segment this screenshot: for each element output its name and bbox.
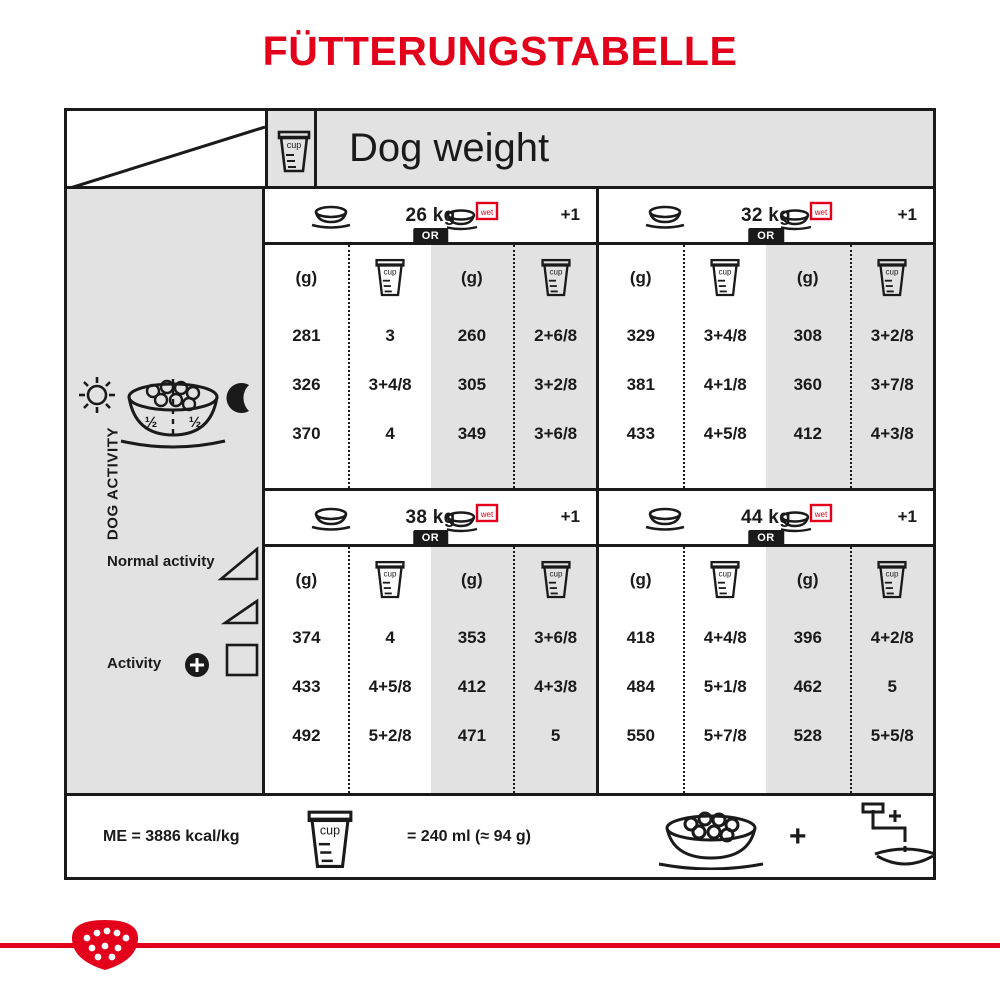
cup-icon (299, 808, 361, 872)
value-cell: 381 (626, 374, 655, 394)
value-cell: 2+6/8 (534, 325, 578, 345)
mixed-feeding-section (766, 547, 933, 793)
grams-column (766, 547, 850, 793)
cups-column (683, 245, 767, 488)
svg-text:cup: cup (549, 569, 563, 579)
grams-header: (g) (796, 570, 819, 589)
svg-text:cup: cup (383, 569, 397, 579)
grams-column (265, 547, 348, 793)
dry-only-section (265, 245, 431, 488)
svg-text:cup: cup (383, 267, 397, 277)
mixed-feeding-section (766, 245, 933, 488)
quadrant-body (265, 547, 596, 793)
value-cell: 5+1/8 (703, 676, 747, 696)
value-cell: 3+4/8 (703, 325, 747, 345)
cups-column (850, 245, 934, 488)
value-cell: 4+4/8 (703, 627, 747, 647)
cup-icon (539, 559, 573, 601)
value-cell: 305 (457, 374, 487, 394)
cup-icon (539, 257, 573, 299)
quadrant-header (599, 491, 933, 547)
plus-sign: + (789, 820, 807, 853)
svg-text:cup: cup (286, 140, 302, 150)
quadrant-weight-label: 44 kg (740, 506, 792, 528)
value-cell: 3+7/8 (870, 374, 914, 394)
svg-text:cup: cup (319, 823, 341, 838)
extra-activity-label: Activity (107, 655, 162, 672)
value-cell: 3+2/8 (534, 374, 578, 394)
svg-text:cup: cup (718, 569, 732, 579)
wet-pouch-bowl-icon (447, 503, 505, 535)
value-cell: 4+2/8 (870, 627, 914, 647)
mixed-feeding-section (431, 245, 597, 488)
value-cell: 4+1/8 (703, 374, 747, 394)
dry-only-section (265, 547, 431, 793)
cups-column (348, 547, 431, 793)
svg-text:wet: wet (480, 208, 494, 217)
value-cell: 353 (457, 627, 487, 647)
svg-text:cup: cup (885, 569, 899, 579)
grams-header: (g) (629, 570, 652, 589)
cups-column (683, 547, 767, 793)
brand-footer (0, 904, 1000, 1000)
mixed-feeding-section (431, 547, 597, 793)
cup-icon (875, 559, 909, 601)
dog-weight-label: Dog weight (349, 126, 550, 170)
value-cell: 4+3/8 (870, 423, 914, 443)
svg-text:cup: cup (549, 267, 563, 277)
value-cell: 374 (292, 627, 321, 647)
bowl-day-night-icon (77, 359, 263, 479)
value-cell: 370 (292, 423, 321, 443)
red-rule (0, 943, 1000, 948)
value-cell: 4 (385, 423, 395, 443)
quadrant-body (599, 245, 933, 488)
value-cell: 484 (626, 676, 655, 696)
or-badge: OR (413, 228, 449, 244)
or-badge: OR (748, 228, 784, 244)
cup-icon (708, 559, 742, 601)
header-left-blank (67, 111, 265, 186)
header-diagonal-rule (67, 111, 265, 189)
value-cell: 3 (385, 325, 395, 345)
feeding-table (64, 108, 936, 880)
cups-column (513, 547, 596, 793)
or-badge: OR (413, 530, 449, 546)
value-cell: 326 (292, 374, 321, 394)
quadrant-weight-label: 26 kg (405, 204, 456, 226)
value-cell: 418 (626, 627, 655, 647)
cup-icon (708, 257, 742, 299)
value-cell: 329 (626, 325, 655, 345)
table-header (67, 111, 933, 189)
plus-one-label: +1 (897, 205, 917, 224)
value-cell: 3+2/8 (870, 325, 914, 345)
or-badge: OR (748, 530, 784, 546)
header-dog-weight (317, 111, 933, 186)
dog-activity-panel (67, 189, 265, 793)
value-cell: 4+5/8 (703, 423, 747, 443)
value-cell: 5 (887, 676, 897, 696)
cup-equivalence-label: = 240 ml (≈ 94 g) (407, 828, 531, 845)
dry-only-section (599, 245, 766, 488)
value-cell: 492 (292, 725, 321, 745)
grams-column (599, 547, 683, 793)
plus-one-label: +1 (560, 507, 580, 526)
value-cell: 4+3/8 (534, 676, 578, 696)
header-cup-cell (265, 111, 317, 186)
grams-header: (g) (461, 268, 483, 287)
cups-column (850, 547, 934, 793)
value-cell: 308 (793, 325, 822, 345)
bowl-half-left: ½ (144, 414, 158, 431)
food-bowl-icon (637, 806, 787, 870)
value-cell: 471 (457, 725, 487, 745)
quadrant-44kg (599, 491, 933, 793)
cup-icon (373, 559, 407, 601)
grams-column (766, 245, 850, 488)
page-title: FÜTTERUNGSTABELLE (262, 28, 738, 74)
value-cell: 3+6/8 (534, 423, 578, 443)
value-cell: 360 (793, 374, 822, 394)
grams-column (599, 245, 683, 488)
cup-icon (875, 257, 909, 299)
value-cell: 3+6/8 (534, 627, 578, 647)
value-cell: 4+5/8 (368, 676, 412, 696)
value-cell: 412 (793, 423, 822, 443)
grams-column (431, 547, 514, 793)
bowl-half-right: ½ (188, 414, 202, 431)
quadrant-weight-label: 32 kg (740, 204, 792, 226)
value-cell: 349 (457, 423, 487, 443)
dog-activity-label: DOG ACTIVITY (104, 426, 122, 541)
plus-one-label: +1 (560, 205, 580, 224)
wet-pouch-bowl-icon (781, 503, 839, 535)
weight-quadrant-grid (265, 189, 933, 793)
value-cell: 5 (550, 725, 561, 745)
value-cell: 260 (457, 325, 487, 345)
me-energy-label: ME = 3886 kcal/kg (103, 828, 240, 845)
value-cell: 412 (457, 676, 487, 696)
quadrant-body (265, 245, 596, 488)
value-cell: 5+5/8 (870, 725, 914, 745)
value-cell: 433 (292, 676, 321, 696)
quadrant-header (265, 189, 596, 245)
dry-only-section (599, 547, 766, 793)
water-tap-icon (837, 802, 947, 874)
svg-text:wet: wet (480, 510, 494, 519)
value-cell: 281 (292, 325, 321, 345)
value-cell: 3+4/8 (368, 374, 412, 394)
quadrant-weight-label: 38 kg (405, 506, 456, 528)
svg-text:cup: cup (885, 267, 899, 277)
grams-column (431, 245, 514, 488)
royal-canin-logo-icon (62, 908, 148, 978)
cup-icon (275, 129, 313, 175)
value-cell: 550 (626, 725, 655, 745)
activity-wedges-icon (217, 539, 265, 699)
cups-column (348, 245, 431, 488)
quadrant-header (265, 491, 596, 547)
cup-icon (373, 257, 407, 299)
quadrant-header (599, 189, 933, 245)
wet-pouch-bowl-icon (447, 201, 505, 233)
grams-header: (g) (796, 268, 819, 287)
normal-activity-label: Normal activity (107, 553, 215, 570)
value-cell: 4 (385, 627, 395, 647)
value-cell: 462 (793, 676, 822, 696)
value-cell: 396 (793, 627, 822, 647)
plus-one-label: +1 (897, 507, 917, 526)
value-cell: 5+7/8 (703, 725, 747, 745)
quadrant-38kg (265, 491, 599, 793)
value-cell: 5+2/8 (368, 725, 412, 745)
wet-pouch-bowl-icon (781, 201, 839, 233)
table-footer (67, 793, 933, 877)
svg-text:wet: wet (814, 510, 828, 519)
svg-text:cup: cup (718, 267, 732, 277)
cups-column (513, 245, 596, 488)
value-cell: 528 (793, 725, 822, 745)
value-cell: 433 (626, 423, 655, 443)
quadrant-26kg (265, 189, 599, 491)
svg-text:wet: wet (814, 208, 828, 217)
quadrant-body (599, 547, 933, 793)
quadrant-32kg (599, 189, 933, 491)
grams-column (265, 245, 348, 488)
grams-header: (g) (461, 570, 483, 589)
plus-circle-icon (183, 651, 211, 679)
grams-header: (g) (629, 268, 652, 287)
grams-header: (g) (295, 570, 318, 589)
grams-header: (g) (295, 268, 318, 287)
